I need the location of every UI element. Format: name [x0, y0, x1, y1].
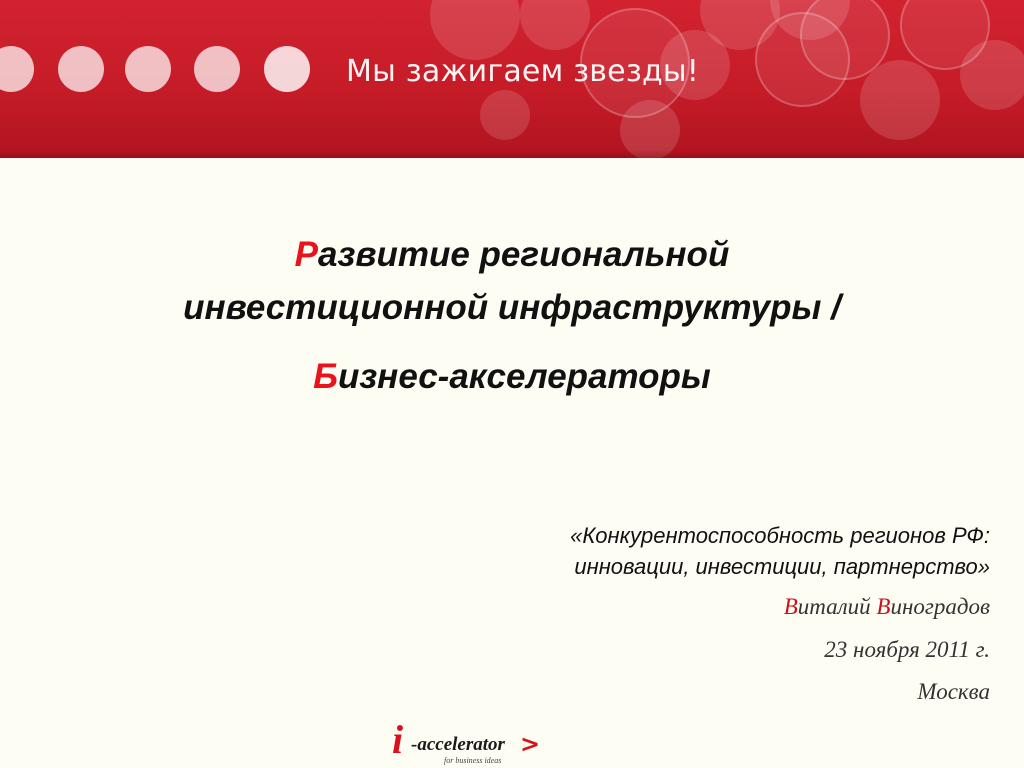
title-line-2	[150, 350, 874, 403]
title-line-1	[150, 228, 874, 334]
decor-dot	[58, 46, 104, 92]
decor-circle	[480, 90, 530, 140]
logo-letter: i	[392, 717, 404, 762]
decor-circle	[520, 0, 590, 50]
author-first-rest: италий	[797, 594, 877, 619]
conference-line-2: инновации, инвестиции, партнерство»	[574, 554, 990, 579]
decor-dot	[0, 46, 34, 92]
decor-dot	[194, 46, 240, 92]
logo-arrow-icon: >	[520, 730, 541, 758]
title-text-2: изнес-акселераторы	[337, 357, 711, 396]
conference-name	[350, 520, 990, 582]
decor-dot	[264, 46, 310, 92]
decor-circle	[960, 40, 1024, 110]
presentation-city: Москва	[917, 679, 990, 704]
banner-shadow	[0, 150, 1024, 158]
decor-circle	[860, 60, 940, 140]
presentation-date: 23 ноября 2011 г.	[824, 637, 990, 662]
title-initial-1: Р	[294, 235, 319, 274]
title-text-1: азвитие региональной инвестиционной инфраструктуры /	[183, 235, 841, 327]
slogan: Мы зажигаем звезды!	[346, 54, 700, 89]
author-first-initial: В	[783, 594, 798, 619]
author-last-initial: В	[876, 594, 891, 619]
author-name	[784, 594, 990, 620]
author-last-rest: иноградов	[890, 594, 990, 619]
title-initial-2: Б	[313, 357, 338, 396]
decor-circle	[430, 0, 520, 60]
logo-word: -accelerator	[411, 734, 505, 755]
logo-tagline: for business ideas	[444, 756, 502, 765]
page-title	[150, 228, 874, 403]
header-banner	[0, 0, 1024, 158]
i-accelerator-logo	[392, 718, 552, 766]
decor-dot	[125, 46, 171, 92]
conference-line-1: «Конкурентоспособность регионов РФ:	[570, 523, 990, 548]
